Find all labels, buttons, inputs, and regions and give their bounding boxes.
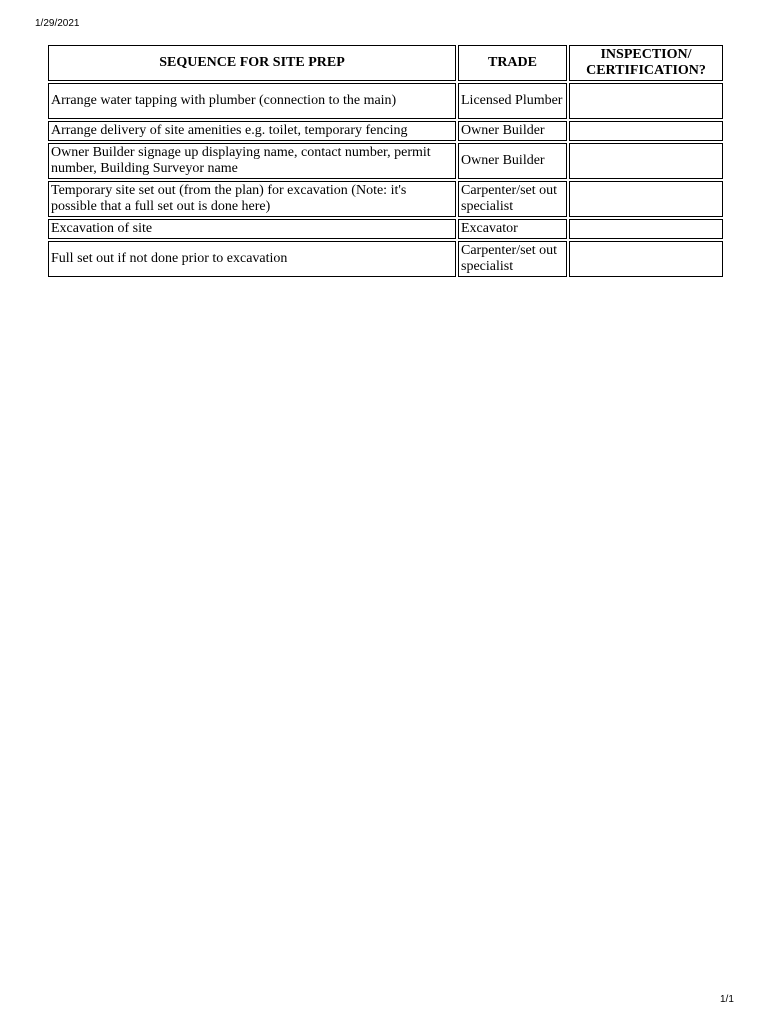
task-cell: Arrange water tapping with plumber (connection to the main) bbox=[48, 83, 456, 119]
task-cell: Owner Builder signage up displaying name, contact number, permit number, Building Surveyor name bbox=[48, 143, 456, 179]
table-header-row bbox=[48, 45, 723, 81]
task-cell: Excavation of site bbox=[48, 219, 456, 239]
task-cell: Arrange delivery of site amenities e.g. toilet, temporary fencing bbox=[48, 121, 456, 141]
table-row bbox=[48, 83, 723, 119]
inspection-cell bbox=[569, 83, 723, 119]
inspection-cell bbox=[569, 241, 723, 277]
task-cell: Full set out if not done prior to excavation bbox=[48, 241, 456, 277]
inspection-cell bbox=[569, 181, 723, 217]
trade-cell: Excavator bbox=[458, 219, 567, 239]
task-cell: Temporary site set out (from the plan) for excavation (Note: it's possible that a full set out is done here) bbox=[48, 181, 456, 217]
header-inspection: INSPECTION/ CERTIFICATION? bbox=[569, 45, 723, 81]
table-row bbox=[48, 181, 723, 217]
inspection-cell bbox=[569, 121, 723, 141]
table-row bbox=[48, 241, 723, 277]
page-number: 1/1 bbox=[720, 994, 734, 1005]
trade-cell: Owner Builder bbox=[458, 121, 567, 141]
inspection-cell bbox=[569, 143, 723, 179]
trade-cell: Carpenter/set out specialist bbox=[458, 241, 567, 277]
table-row bbox=[48, 219, 723, 239]
print-date: 1/29/2021 bbox=[35, 18, 80, 29]
trade-cell: Owner Builder bbox=[458, 143, 567, 179]
trade-cell: Carpenter/set out specialist bbox=[458, 181, 567, 217]
table-row bbox=[48, 121, 723, 141]
inspection-cell bbox=[569, 219, 723, 239]
trade-cell: Licensed Plumber bbox=[458, 83, 567, 119]
site-prep-table bbox=[46, 43, 725, 279]
header-trade: TRADE bbox=[458, 45, 567, 81]
header-sequence: SEQUENCE FOR SITE PREP bbox=[48, 45, 456, 81]
table-row bbox=[48, 143, 723, 179]
